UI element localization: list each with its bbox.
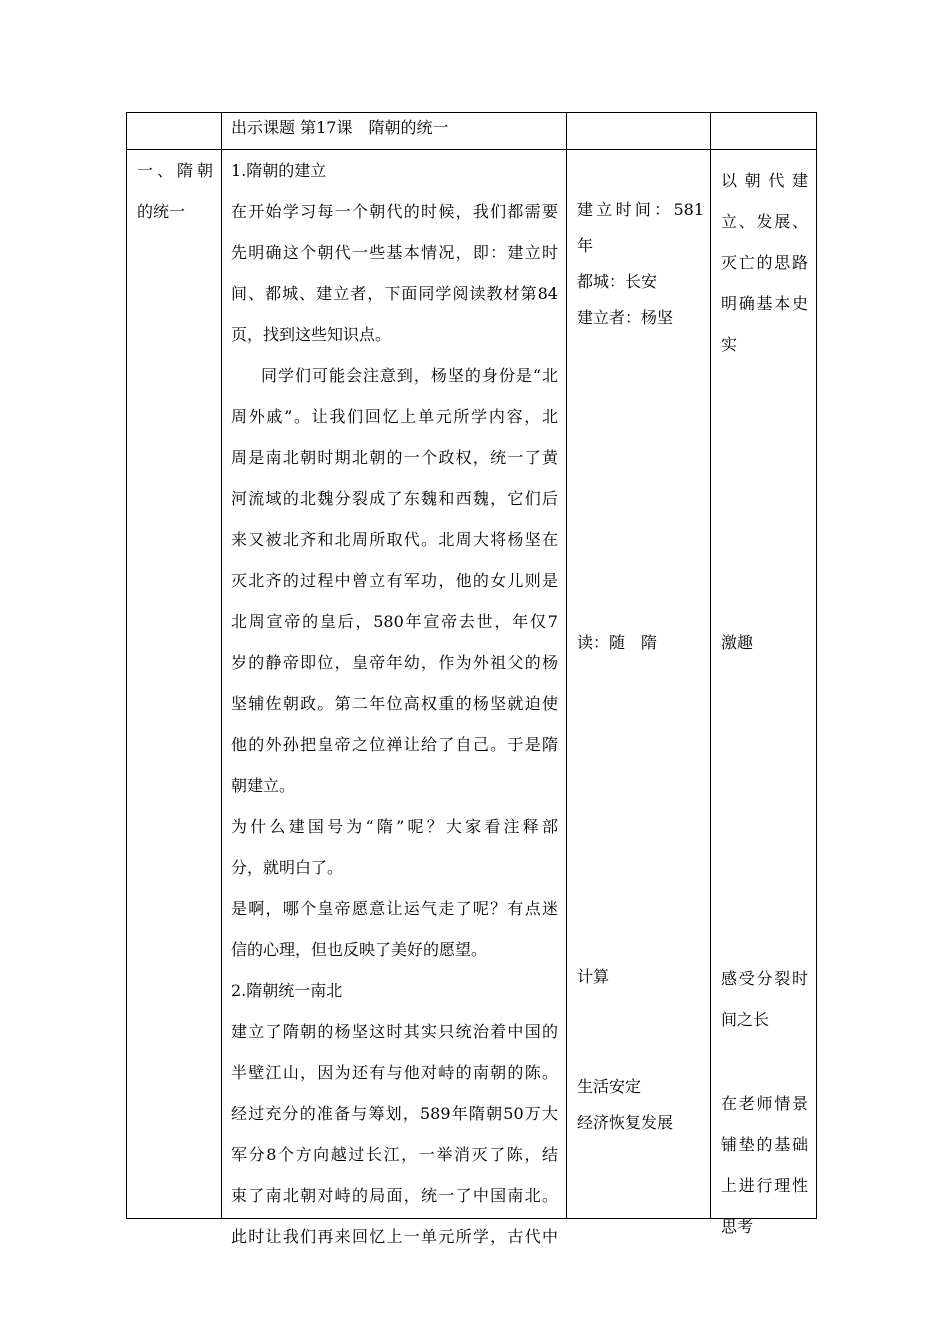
intent-line: 以朝代建 <box>721 171 808 190</box>
paragraph-line: 束了南北朝对峙的局面，统一了中国南北。 <box>231 1186 558 1205</box>
paragraph-line: 是啊，哪个皇帝愿意让运气走了呢？有点迷 <box>231 899 558 918</box>
section-title-line: 的统一 <box>137 202 186 221</box>
paragraph-line: 页，找到这些知识点。 <box>231 325 392 344</box>
header-cell-empty-3 <box>567 113 711 150</box>
founding-time: 建立时间：581 <box>577 200 704 219</box>
intent-line: 上进行理性 <box>721 1176 808 1195</box>
paragraph-line: 分，就明白了。 <box>231 858 344 877</box>
paragraph-line: 朝建立。 <box>231 776 296 795</box>
intent-line: 在老师情景 <box>721 1094 808 1113</box>
table-header-row <box>127 113 817 150</box>
life-note-line: 经济恢复发展 <box>577 1113 674 1132</box>
intent-line: 实 <box>721 335 738 354</box>
intent-line: 间之长 <box>721 1010 770 1029</box>
capital: 都城：长安 <box>577 272 658 291</box>
paragraph-line: 信的心理，但也反映了美好的愿望。 <box>231 940 488 959</box>
intent-line: 明确基本史 <box>721 294 808 313</box>
paragraph-line: 周是南北朝时期北朝的一个政权，统一了黄 <box>231 448 558 467</box>
paragraph-line: 军分8个方向越过长江，一举消灭了陈，结 <box>231 1145 558 1164</box>
subheading-establishment: 1.隋朝的建立 <box>231 161 327 180</box>
paragraph-line: 半壁江山，因为还有与他对峙的南朝的陈。 <box>231 1063 558 1082</box>
intent-basic-facts <box>721 160 808 365</box>
header-cell-empty-1 <box>127 113 222 150</box>
section-title <box>137 150 213 232</box>
paragraph-line: 河流域的北魏分裂成了东魏和西魏，它们后 <box>231 489 558 508</box>
life-notes <box>577 1069 704 1141</box>
paragraph-line: 坚辅佐朝政。第二年位高权重的杨坚就迫使 <box>231 694 558 713</box>
paragraph-line: 他的外孙把皇帝之位禅让给了自己。于是隋 <box>231 735 558 754</box>
paragraph-line: 经过充分的准备与筹划，589年隋朝50万大 <box>231 1104 558 1123</box>
intent-line: 立、发展、 <box>721 212 808 231</box>
header-cell-empty-4 <box>711 113 817 150</box>
paragraph-line: 来又被北齐和北周所取代。北周大将杨坚在 <box>231 530 558 549</box>
intent-interest: 激趣 <box>721 633 754 652</box>
paragraph-line: 北周宣帝的皇后，580年宣帝去世，年仅7 <box>231 612 558 631</box>
header-cell-topic <box>222 113 567 150</box>
intent-duration <box>721 958 808 1040</box>
intent-line: 灭亡的思路 <box>721 253 808 272</box>
paragraph-line: 先明确这个朝代一些基本情况，即：建立时 <box>231 243 558 262</box>
paragraph-line: 在开始学习每一个朝代的时候，我们都需要 <box>231 202 558 221</box>
paragraph-line: 岁的静帝即位，皇帝年幼，作为外祖父的杨 <box>231 653 558 672</box>
paragraph-line: 同学们可能会注意到，杨坚的身份是“北 <box>261 366 558 385</box>
teaching-content <box>231 150 558 1257</box>
teaching-content-cell <box>222 150 567 1246</box>
basic-facts <box>577 192 704 336</box>
paragraph-line: 为什么建国号为“隋”呢？大家看注释部 <box>231 817 558 836</box>
paragraph-line: 灭北齐的过程中曾立有军功，他的女儿则是 <box>231 571 558 590</box>
intent-line: 思考 <box>721 1217 754 1236</box>
paragraph-line: 间、都城、建立者，下面同学阅读教材第84 <box>231 284 558 303</box>
section-title-cell <box>127 150 222 1219</box>
read-note: 读：随 隋 <box>577 633 658 652</box>
lesson-plan-table <box>126 112 817 1246</box>
section-title-line: 一、隋朝 <box>137 161 213 180</box>
founder: 建立者：杨坚 <box>577 308 674 327</box>
paragraph-line: 建立了隋朝的杨坚这时其实只统治着中国的 <box>231 1022 558 1041</box>
student-activity-cell <box>567 150 711 1219</box>
calc-note: 计算 <box>577 967 610 986</box>
founding-time-cont: 年 <box>577 236 594 255</box>
intent-line: 感受分裂时 <box>721 969 808 988</box>
intent-line: 铺垫的基础 <box>721 1135 808 1154</box>
lesson-topic-text: 出示课题 第17课 隋朝的统一 <box>231 118 449 137</box>
intent-reasoning <box>721 1083 808 1247</box>
paragraph-line: 周外戚”。让我们回忆上单元所学内容，北 <box>231 407 558 426</box>
table-body-row <box>127 150 817 1219</box>
life-note-line: 生活安定 <box>577 1077 642 1096</box>
paragraph-line: 此时让我们再来回忆上一单元所学，古代中 <box>231 1227 558 1246</box>
subheading-unification: 2.隋朝统一南北 <box>231 981 343 1000</box>
design-intent-cell <box>711 150 817 1236</box>
